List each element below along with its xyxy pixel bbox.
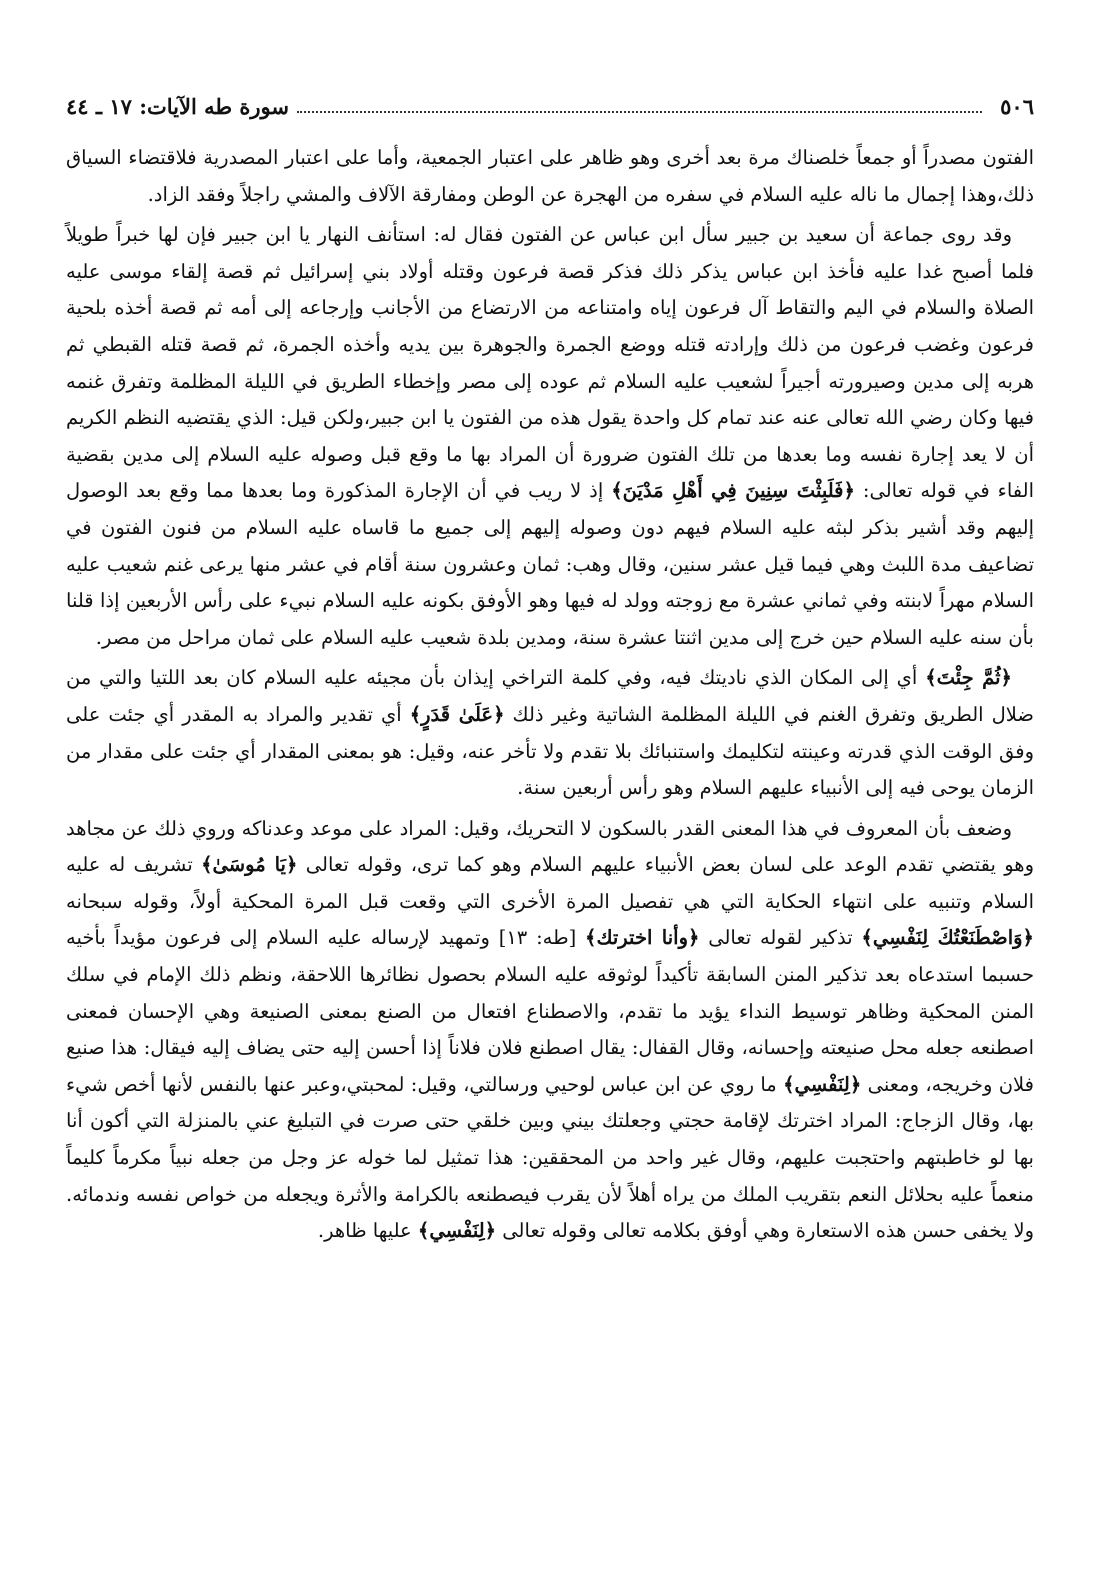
paragraph-text: تشريف له عليه السلام وتنبيه على انتهاء الحكاية التي هي تفصيل المرة الأخرى التي وقعت قبل المرة المحكية أولاً، وقوله سبحانه <box>66 853 1034 913</box>
quran-quote: ﴿يَا مُوسَىٰ﴾ <box>201 853 298 877</box>
page-header <box>66 90 1034 122</box>
quran-quote: ﴿لِنَفْسِي﴾ <box>783 1072 862 1096</box>
paragraph-text: إذ لا ريب في أن الإجارة المذكورة وما بعدها مما وقع بعد الوصول إليهم وقد أشير بذكر لبثه عليه السلام فيهم دون وصوله إليهم إلى جميع ما قاساه عليه السلام من فنون الفتون في تضاعيف مدة اللبث وهي فيما قيل عشر سنين، وقال وهب: ثمان وعشرون سنة أقام في عشر منها يرعى غنم شعيب عليه السلام مهراً لابنته وفي ثماني عشرة مع زوجته وولد له فيها وهو الأوفق بكونه عليه السلام نبيء على رأس الأربعين إذا قلنا بأن سنه عليه السلام حين خرج إلى مدين اثنتا عشرة سنة، ومدين بلدة شعيب عليه السلام على ثمان مراحل من مصر. <box>66 479 1035 649</box>
paragraph-text: [طه: ١٣] وتمهيد لإرساله عليه السلام إلى فرعون مؤيداً بأخيه حسبما استدعاه بعد تذكير المنن السابقة تأكيداً لوثوقه عليه السلام بحصول نظائرها اللاحقة، ونظم ذلك الإمام في سلك المنن المحكية وظاهر توسيط النداء يؤيد ما تقدم، والاصطناع افتعال من الصنع بمعنى الصنيعة وهي الإحسان فمعنى اصطنعه جعله محل صنيعته وإحسانه، وقال القفال: يقال اصطنع فلان فلاناً إذا أحسن إليه حتى يضاف إليه فيقال: هذا صنيع فلان وخريجه، ومعنى <box>66 926 1034 1096</box>
body-paragraph <box>66 811 1034 1250</box>
quran-quote: ﴿عَلَىٰ قَدَرٍ﴾ <box>409 702 505 726</box>
page-body <box>66 140 1034 1254</box>
running-title: سورة طه الآيات: ١٧ ـ ٤٤ <box>66 93 289 119</box>
paragraph-text: الفتون مصدراً أو جمعاً خلصناك مرة بعد أخرى وهو ظاهر على اعتبار الجمعية، وأما على اعتبار المصدرية فلاقتضاء السياق ذلك،وهذا إجمال ما ناله عليه السلام في سفره من الهجرة عن الوطن ومفارقة الآلاف والمشي راجلاً وفقد الزاد. <box>66 146 1034 206</box>
quran-quote: ﴿وَاصْطَنَعْتُكَ لِنَفْسِي﴾ <box>861 926 1034 950</box>
body-paragraph <box>66 217 1034 656</box>
quran-quote: ﴿ثُمَّ جِئْتَ﴾ <box>925 666 1012 690</box>
paragraph-text: أي تقدير والمراد به المقدر أي جئت على وفق الوقت الذي قدرته وعينته لتكليمك واستنبائك بلا تقدم ولا تأخر عنه، وقيل: هو بمعنى المقدار أي جئت على مقدار من الزمان يوحى فيه إلى الأنبياء عليهم السلام وهو رأس أربعين سنة. <box>66 702 1034 800</box>
paragraph-text: تذكير لقوله تعالى <box>699 926 862 950</box>
body-paragraph <box>66 140 1034 213</box>
dotted-leader <box>297 111 982 113</box>
quran-quote: ﴿لِنَفْسِي﴾ <box>417 1219 497 1243</box>
page-number: ٥٠٦ <box>1000 93 1034 119</box>
paragraph-text: ما روي عن ابن عباس لوحيي ورسالتي، وقيل: لمحبتي،وعبر عنها بالنفس لأنها أخص شيء بها، وقال الزجاج: المراد اخترتك لإقامة حجتي وجعلتك بيني وبين خلقي حتى صرت في التبليغ عني بالمنزلة التي أكون أنا بها لو خاطبتهم واحتجبت عليهم، وقال غير واحد من المحققين: هذا تمثيل لما خوله عز وجل من جعله نبياً مكرماً كليماً منعماً عليه بحلائل النعم بتقريب الملك من يراه أهلاً لأن يقرب فيصطنعه بالكرامة والأثرة ويجعله من خواص نفسه وندمائه. ولا يخفى حسن هذه الاستعارة وهي أوفق بكلامه تعالى وقوله تعالى <box>66 1072 1034 1243</box>
paragraph-text: وضعف بأن المعروف في هذا المعنى القدر بالسكون لا التحريك، وقيل: المراد على موعد وعدناكه وروي ذلك عن مجاهد وهو يقتضي تقدم الوعد على لسان بعض الأنبياء عليهم السلام وهو كما ترى، وقوله تعالى <box>66 816 1035 877</box>
paragraph-text: عليها ظاهر. <box>317 1219 418 1243</box>
body-paragraph <box>66 660 1034 806</box>
paragraph-text: أي إلى المكان الذي ناديتك فيه، وفي كلمة التراخي إيذان بأن مجيئه عليه السلام كان بعد اللتيا والتي من ضلال الطريق وتفرق الغنم في الليلة المظلمة الشاتية وغير ذلك <box>66 666 1034 726</box>
quran-quote: ﴿وأنا اخترتك﴾ <box>585 926 700 950</box>
paragraph-text: وقد روى جماعة أن سعيد بن جبير سأل ابن عباس عن الفتون فقال له: استأنف النهار يا ابن جبير فإن لها خبراً طويلاً فلما أصبح غدا عليه فأخذ ابن عباس يذكر ذلك فذكر قصة فرعون وقتله أولاد بني إسرائيل ثم قصة إلقاء موسى عليه الصلاة والسلام في اليم والتقاط آل فرعون إياه وامتناعه من الارتضاع من الأجانب وإرجاعه إلى أمه ثم قصة أخذه بلحية فرعون وغضب فرعون من ذلك وإرادته قتله ووضع الجمرة والجوهرة بين يديه وأخذه الجمرة، ثم قصة قتله القبطي ثم هربه إلى مدين وصيرورته أجيراً لشعيب عليه السلام ثم عوده إلى مصر وإخطاء الطريق في الليلة المظلمة وتفرق غنمه فيها وكان رضي الله تعالى عنه عند تمام كل واحدة يقول هذه من الفتون يا ابن جبير،ولكن قيل: الذي يقتضيه النظم الكريم أن لا يعد إجارة نفسه وما بعدها من تلك الفتون ضرورة أن المراد بها ما وقع قبل وصوله عليه السلام إلى مدين بقضية الفاء في قوله تعالى: <box>66 223 1035 503</box>
quran-quote: ﴿فَلَبِثْتَ سِنِينَ فِي أَهْلِ مَدْيَنَ﴾ <box>611 479 855 503</box>
